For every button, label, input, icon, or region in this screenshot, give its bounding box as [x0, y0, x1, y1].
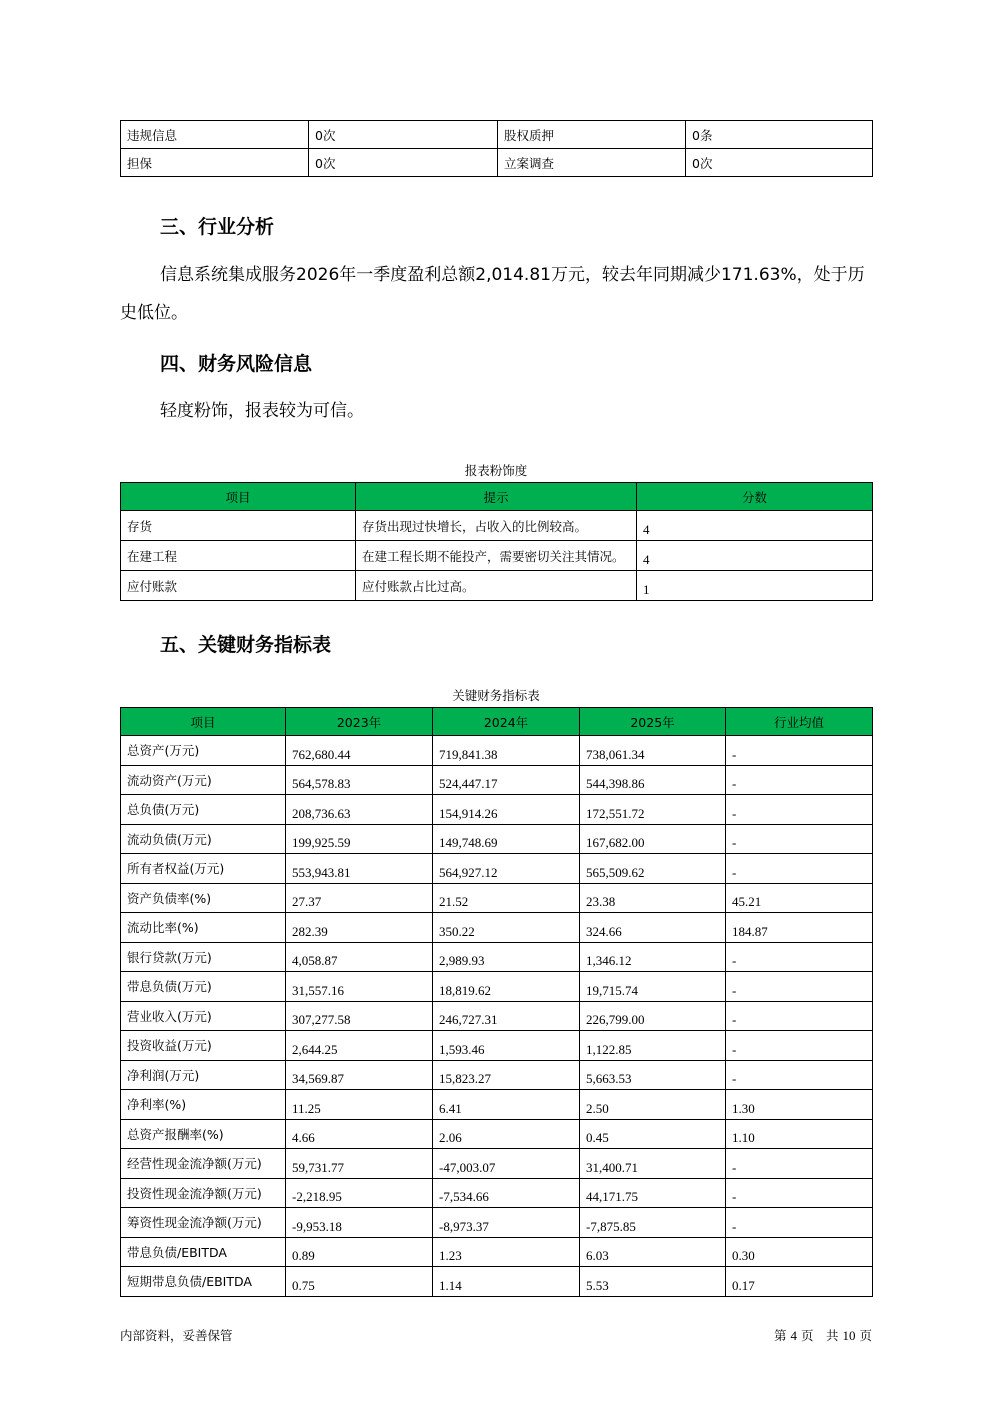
metric-value: - — [726, 972, 873, 1002]
metric-value: 45.21 — [726, 883, 873, 913]
metric-value: 738,061.34 — [580, 736, 726, 766]
metric-value: 307,277.58 — [286, 1001, 433, 1031]
kpi-table-caption: 关键财务指标表 — [452, 688, 540, 703]
metric-value: 1,593.46 — [433, 1031, 580, 1061]
metric-value: -2,218.95 — [286, 1178, 433, 1208]
risk-table-caption: 报表粉饰度 — [464, 463, 528, 478]
metric-value: -8,973.37 — [433, 1208, 580, 1238]
table-row — [121, 1031, 873, 1061]
item-score: 1 — [637, 571, 873, 601]
metric-value: - — [726, 1031, 873, 1061]
footer-page-total: 10 — [842, 1328, 856, 1343]
table-row — [121, 795, 873, 825]
metric-value: 6.41 — [433, 1090, 580, 1120]
section-4-paragraph: 轻度粉饰，报表较为可信。 — [160, 401, 364, 421]
metric-value: - — [726, 1178, 873, 1208]
metric-value: 565,509.62 — [580, 854, 726, 884]
metric-value: 0.17 — [726, 1267, 873, 1297]
metric-name: 总资产报酬率(%) — [121, 1119, 286, 1149]
metric-value: 2.06 — [433, 1119, 580, 1149]
section-4-heading: 四、财务风险信息 — [160, 353, 313, 375]
metric-value: 564,578.83 — [286, 765, 433, 795]
metric-value: 31,557.16 — [286, 972, 433, 1002]
item-hint: 在建工程长期不能投产，需要密切关注其情况。 — [356, 541, 637, 571]
metric-value: 208,736.63 — [286, 795, 433, 825]
table-row — [121, 765, 873, 795]
metric-value: 2,644.25 — [286, 1031, 433, 1061]
metric-value: 167,682.00 — [580, 824, 726, 854]
section-3-paragraph-line1: 信息系统集成服务2026年一季度盈利总额2,014.81万元，较去年同期减少171.63%，处于历 — [160, 265, 865, 285]
section-3-paragraph-line2: 史低位。 — [120, 303, 188, 323]
metric-value: 0.89 — [286, 1237, 433, 1267]
metric-value: - — [726, 795, 873, 825]
table-row — [121, 121, 873, 149]
metric-name: 投资收益(万元) — [121, 1031, 286, 1061]
metric-name: 流动比率(%) — [121, 913, 286, 943]
metric-value: 4,058.87 — [286, 942, 433, 972]
kpi-table — [120, 707, 873, 1297]
metric-value: 5.53 — [580, 1267, 726, 1297]
table-row — [121, 913, 873, 943]
metric-value: - — [726, 824, 873, 854]
metric-name: 所有者权益(万元) — [121, 854, 286, 884]
table-row — [121, 854, 873, 884]
metric-name: 筹资性现金流净额(万元) — [121, 1208, 286, 1238]
item-hint: 存货出现过快增长，占收入的比例较高。 — [356, 511, 637, 541]
metric-value: 524,447.17 — [433, 765, 580, 795]
metric-name: 投资性现金流净额(万元) — [121, 1178, 286, 1208]
metric-name: 经营性现金流净额(万元) — [121, 1149, 286, 1179]
item-score: 4 — [637, 541, 873, 571]
metric-value: 1.10 — [726, 1119, 873, 1149]
column-header: 行业均值 — [726, 708, 873, 736]
metric-value: 246,727.31 — [433, 1001, 580, 1031]
column-header: 2024年 — [433, 708, 580, 736]
metric-value: -7,534.66 — [433, 1178, 580, 1208]
item-name: 应付账款 — [121, 571, 356, 601]
violation-table-body — [121, 121, 873, 177]
table-row — [121, 1237, 873, 1267]
violation-table — [120, 120, 873, 177]
item-value: 0次 — [309, 121, 498, 149]
metric-name: 流动资产(万元) — [121, 765, 286, 795]
metric-value: 19,715.74 — [580, 972, 726, 1002]
section-3-heading: 三、行业分析 — [160, 216, 275, 238]
metric-value: 31,400.71 — [580, 1149, 726, 1179]
metric-name: 资产负债率(%) — [121, 883, 286, 913]
metric-value: 6.03 — [580, 1237, 726, 1267]
metric-value: 564,927.12 — [433, 854, 580, 884]
table-row — [121, 972, 873, 1002]
section-5-heading: 五、关键财务指标表 — [160, 634, 332, 656]
metric-value: 2.50 — [580, 1090, 726, 1120]
footer-page-mid: 页 共 — [801, 1328, 839, 1343]
metric-name: 带息负债/EBITDA — [121, 1237, 286, 1267]
column-header: 提示 — [356, 483, 637, 511]
metric-value: 1,122.85 — [580, 1031, 726, 1061]
table-row — [121, 942, 873, 972]
metric-value: - — [726, 1060, 873, 1090]
table-row — [121, 1001, 873, 1031]
metric-value: - — [726, 1208, 873, 1238]
column-header: 项目 — [121, 708, 286, 736]
item-value: 0条 — [686, 121, 873, 149]
metric-value: 544,398.86 — [580, 765, 726, 795]
metric-value: 59,731.77 — [286, 1149, 433, 1179]
metric-value: 719,841.38 — [433, 736, 580, 766]
table-row — [121, 1149, 873, 1179]
table-row — [121, 1060, 873, 1090]
footer-confidential: 内部资料，妥善保管 — [120, 1328, 233, 1343]
metric-value: - — [726, 854, 873, 884]
table-row — [121, 1178, 873, 1208]
metric-name: 总资产(万元) — [121, 736, 286, 766]
risk-table-body — [121, 511, 873, 601]
metric-value: 27.37 — [286, 883, 433, 913]
kpi-table-body — [121, 736, 873, 1297]
metric-value: 172,551.72 — [580, 795, 726, 825]
metric-value: - — [726, 1149, 873, 1179]
metric-value: -47,003.07 — [433, 1149, 580, 1179]
table-row — [121, 1119, 873, 1149]
metric-name: 营业收入(万元) — [121, 1001, 286, 1031]
metric-value: 149,748.69 — [433, 824, 580, 854]
column-header: 分数 — [637, 483, 873, 511]
item-value: 0次 — [309, 149, 498, 177]
metric-name: 银行贷款(万元) — [121, 942, 286, 972]
metric-value: 553,943.81 — [286, 854, 433, 884]
metric-value: 0.75 — [286, 1267, 433, 1297]
metric-value: 350.22 — [433, 913, 580, 943]
metric-value: - — [726, 1001, 873, 1031]
item-score: 4 — [637, 511, 873, 541]
metric-value: 18,819.62 — [433, 972, 580, 1002]
metric-value: - — [726, 765, 873, 795]
item-name: 在建工程 — [121, 541, 356, 571]
metric-value: 11.25 — [286, 1090, 433, 1120]
metric-value: 2,989.93 — [433, 942, 580, 972]
table-row — [121, 824, 873, 854]
metric-name: 净利率(%) — [121, 1090, 286, 1120]
kpi-table-header-row — [121, 708, 873, 736]
column-header: 2025年 — [580, 708, 726, 736]
table-row — [121, 1090, 873, 1120]
metric-name: 净利润(万元) — [121, 1060, 286, 1090]
metric-name: 总负债(万元) — [121, 795, 286, 825]
metric-value: 5,663.53 — [580, 1060, 726, 1090]
metric-value: 21.52 — [433, 883, 580, 913]
metric-value: - — [726, 736, 873, 766]
metric-value: 762,680.44 — [286, 736, 433, 766]
column-header: 2023年 — [286, 708, 433, 736]
table-row — [121, 571, 873, 601]
metric-value: 0.45 — [580, 1119, 726, 1149]
table-row — [121, 1208, 873, 1238]
table-row — [121, 736, 873, 766]
footer-page-number — [774, 1326, 872, 1344]
metric-value: -9,953.18 — [286, 1208, 433, 1238]
item-label: 违规信息 — [121, 121, 309, 149]
metric-value: 1.23 — [433, 1237, 580, 1267]
metric-value: 1,346.12 — [580, 942, 726, 972]
item-hint: 应付账款占比过高。 — [356, 571, 637, 601]
risk-table-header-row — [121, 483, 873, 511]
metric-value: 282.39 — [286, 913, 433, 943]
item-label: 立案调查 — [498, 149, 686, 177]
metric-value: 1.30 — [726, 1090, 873, 1120]
metric-value: 23.38 — [580, 883, 726, 913]
metric-value: 226,799.00 — [580, 1001, 726, 1031]
table-row — [121, 883, 873, 913]
metric-value: 34,569.87 — [286, 1060, 433, 1090]
metric-value: 15,823.27 — [433, 1060, 580, 1090]
metric-value: 4.66 — [286, 1119, 433, 1149]
metric-value: 1.14 — [433, 1267, 580, 1297]
metric-value: -7,875.85 — [580, 1208, 726, 1238]
metric-name: 短期带息负债/EBITDA — [121, 1267, 286, 1297]
item-label: 股权质押 — [498, 121, 686, 149]
table-row — [121, 1267, 873, 1297]
table-row — [121, 511, 873, 541]
metric-name: 带息负债(万元) — [121, 972, 286, 1002]
table-row — [121, 149, 873, 177]
item-name: 存货 — [121, 511, 356, 541]
metric-value: 199,925.59 — [286, 824, 433, 854]
item-value: 0次 — [686, 149, 873, 177]
metric-name: 流动负债(万元) — [121, 824, 286, 854]
column-header: 项目 — [121, 483, 356, 511]
risk-table — [120, 482, 873, 601]
metric-value: 324.66 — [580, 913, 726, 943]
metric-value: 154,914.26 — [433, 795, 580, 825]
footer-page-current: 4 — [790, 1328, 798, 1343]
metric-value: 0.30 — [726, 1237, 873, 1267]
table-row — [121, 541, 873, 571]
footer-page-prefix: 第 — [774, 1328, 787, 1343]
footer-page-suffix: 页 — [859, 1328, 872, 1343]
item-label: 担保 — [121, 149, 309, 177]
metric-value: - — [726, 942, 873, 972]
metric-value: 44,171.75 — [580, 1178, 726, 1208]
metric-value: 184.87 — [726, 913, 873, 943]
